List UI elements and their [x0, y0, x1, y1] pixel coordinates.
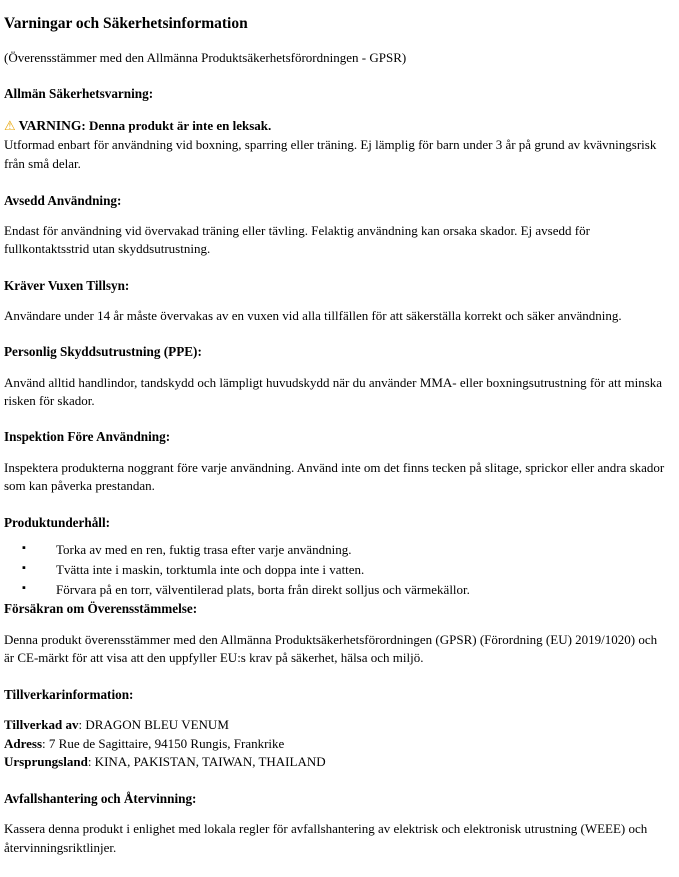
- section-heading-ppe: Personlig Skyddsutrustning (PPE):: [4, 344, 202, 360]
- ppe-text: Använd alltid handlindor, tandskydd och lämpligt huvudskydd när du använder MMA- eller boxningsutrustning för att minska risken för skador.: [4, 374, 663, 408]
- page-title: Varningar och Säkerhetsinformation: [4, 15, 248, 32]
- list-item: ▪ Förvara på en torr, välventilerad plats, borta från direkt solljus och värmekällor.: [4, 581, 665, 599]
- general-safety-warning: [4, 116, 665, 174]
- manufacturer-info: [4, 716, 665, 773]
- manufacturer-value: : DRAGON BLEU VENUM: [78, 716, 229, 732]
- inspection-text: Inspektera produkterna noggrant före varje användning. Använd inte om det finns tecken på slitage, sprickor eller andra skador som kan påverka prestandan.: [4, 459, 665, 494]
- origin-value: : KINA, PAKISTAN, TAIWAN, THAILAND: [87, 754, 326, 770]
- manufacturer-address-row: [4, 735, 665, 754]
- address-value: : 7 Rue de Sagittaire, 94150 Rungis, Frankrike: [42, 735, 285, 751]
- list-item: ▪ Torka av med en ren, fuktig trasa efter varje användning.: [4, 541, 665, 559]
- address-label: Adress: [4, 735, 43, 751]
- section-heading-inspection: Inspektion Före Användning:: [4, 429, 171, 445]
- section-heading-disposal: Avfallshantering och Återvinning:: [4, 791, 197, 807]
- section-heading-manufacturer: Tillverkarinformation:: [4, 686, 134, 702]
- document-subtitle: (Överensstämmer med den Allmänna Produktsäkerhetsförordningen - GPSR): [4, 50, 407, 66]
- section-heading-maintenance: Produktunderhåll:: [4, 514, 111, 530]
- conformity-text: Denna produkt överensstämmer med den Allmänna Produktsäkerhetsförordningen (GPSR) (Förordning (EU) 2019/1020) och är CE-märkt för att visa att den uppfyller EU:s krav på säkerhet, hälsa och miljö.: [4, 631, 658, 666]
- list-item: ▪ Tvätta inte i maskin, torktumla inte och doppa inte i vatten.: [4, 561, 665, 579]
- manufacturer-origin-row: [4, 753, 665, 772]
- section-heading-intended-use: Avsedd Användning:: [4, 192, 122, 208]
- disposal-text: Kassera denna produkt i enlighet med lokala regler för avfallshantering av elektrisk och elektronisk utrustning (WEEE) och återvinningsriktlinjer.: [4, 821, 648, 855]
- section-heading-adult-supervision: Kräver Vuxen Tillsyn:: [4, 277, 130, 293]
- adult-supervision-text: Användare under 14 år måste övervakas av en vuxen vid alla tillfällen för att säkerställa korrekt och säker användning.: [4, 307, 622, 323]
- manufacturer-label: Tillverkad av: [4, 716, 79, 732]
- manufacturer-name-row: [4, 716, 665, 735]
- warning-triangle-icon: ⚠: [4, 118, 16, 134]
- warning-lead-text: : Denna produkt är inte en leksak.: [81, 118, 272, 134]
- warning-word: VARNING: [18, 118, 82, 134]
- warning-body-text: Utformad enbart för användning vid boxning, sparring eller träning. Ej lämplig för barn under 3 år på grund av kvävningsrisk från små delar.: [4, 137, 657, 171]
- section-heading-conformity: Försäkran om Överensstämmelse:: [4, 601, 198, 617]
- intended-use-text: Endast för användning vid övervakad träning eller tävling. Felaktig användning kan orsaka skador. Ej avsedd för fullkontaktsstrid utan skyddsutrustning.: [4, 222, 590, 257]
- section-heading-general-safety: Allmän Säkerhetsvarning:: [4, 86, 154, 102]
- maintenance-list: [4, 541, 665, 599]
- origin-label: Ursprungsland: [4, 754, 88, 770]
